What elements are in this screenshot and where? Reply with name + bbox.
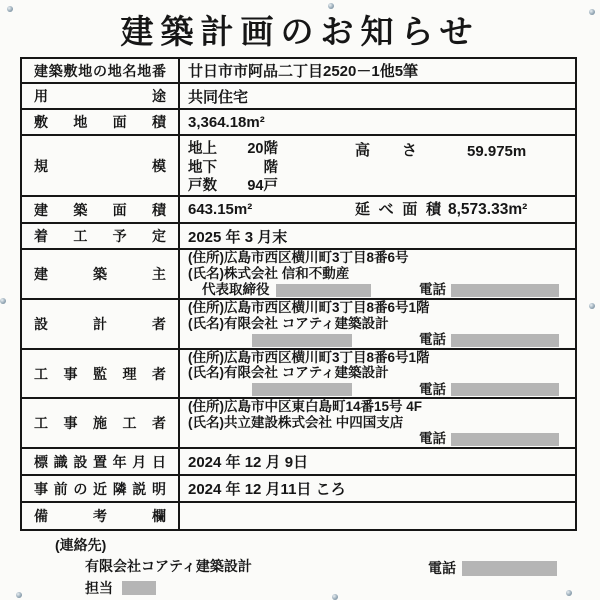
screw-icon bbox=[332, 594, 338, 600]
total-floor-area-label: 延 べ 面 積 bbox=[355, 200, 441, 218]
floors-below-value: 階 bbox=[263, 159, 278, 176]
table-row bbox=[22, 136, 575, 197]
screw-icon bbox=[589, 9, 595, 15]
screw-icon bbox=[328, 3, 334, 9]
floors-below-label: 地下 bbox=[188, 159, 217, 176]
screw-icon bbox=[589, 303, 595, 309]
floors-above-label: 地上 bbox=[188, 141, 217, 157]
height-value: 59.975m bbox=[467, 143, 527, 160]
table-row bbox=[22, 476, 575, 503]
designer-name: (氏名)有限会社 コアティ建築設計 bbox=[188, 315, 389, 331]
notice-table bbox=[20, 57, 577, 531]
row-label: 建 築 敷 地 の 地 名 地 番 bbox=[34, 62, 166, 79]
table-row bbox=[22, 250, 575, 300]
row-label: 備 考 欄 bbox=[34, 508, 166, 524]
screw-icon bbox=[0, 298, 6, 304]
page-title: 建築計画のお知らせ bbox=[120, 13, 480, 50]
table-row bbox=[22, 399, 575, 449]
neighbor-notice-value: 2024 年 12 月11日 ころ bbox=[188, 481, 346, 498]
table-row bbox=[22, 197, 575, 224]
table-row bbox=[22, 350, 575, 399]
table-row bbox=[22, 300, 575, 350]
table-row bbox=[22, 503, 575, 529]
redacted-phone-number bbox=[462, 561, 557, 576]
sign-installed-value: 2024 年 12 月 9日 bbox=[188, 454, 309, 471]
redacted-representative-name bbox=[276, 284, 371, 297]
redacted-phone-number bbox=[451, 334, 559, 347]
row-label: 建 築 面 積 bbox=[34, 201, 166, 218]
owner-address: (住所)広島市西区横川町3丁目8番6号 bbox=[188, 250, 409, 266]
row-label: 建 築 主 bbox=[34, 266, 166, 282]
building-area-value: 643.15m² bbox=[188, 201, 253, 218]
row-label: 規 模 bbox=[34, 157, 166, 174]
phone-label: 電話 bbox=[419, 381, 446, 397]
contractor-name: (氏名)共立建設株式会社 中四国支店 bbox=[188, 414, 404, 430]
table-row bbox=[22, 110, 575, 136]
contact-company: 有限会社コアティ建築設計 bbox=[85, 558, 252, 574]
row-label: 敷 地 面 積 bbox=[34, 114, 166, 130]
redacted-person-name bbox=[252, 334, 352, 347]
designer-address: (住所)広島市西区横川町3丁目8番6号1階 bbox=[188, 300, 430, 316]
row-label: 用 途 bbox=[34, 88, 166, 104]
supervisor-name: (氏名)有限会社 コアティ建築設計 bbox=[188, 365, 389, 381]
construction-start-value: 2025 年 3 月末 bbox=[188, 228, 288, 246]
contact-person-label: 担当 bbox=[85, 580, 113, 596]
contact-block bbox=[0, 537, 600, 598]
owner-name: (氏名)株式会社 信和不動産 bbox=[188, 265, 350, 281]
redacted-phone-number bbox=[451, 284, 559, 297]
screw-icon bbox=[16, 592, 22, 598]
site-area-value: 3,364.18m² bbox=[188, 113, 265, 131]
row-label: 設 計 者 bbox=[34, 316, 166, 332]
row-label: 着 工 予 定 bbox=[34, 228, 166, 244]
row-label: 標 識 設 置 年 月 日 bbox=[34, 453, 166, 470]
use-value: 共同住宅 bbox=[188, 88, 249, 106]
height-label: 高 さ bbox=[355, 142, 417, 159]
row-label: 工 事 監 理 者 bbox=[34, 365, 166, 382]
phone-label: 電話 bbox=[428, 560, 456, 576]
redacted-phone-number bbox=[451, 433, 559, 446]
screw-icon bbox=[566, 590, 572, 596]
row-label: 事 前 の 近 隣 説 明 bbox=[34, 480, 166, 497]
phone-label: 電話 bbox=[419, 282, 446, 298]
table-row bbox=[22, 84, 575, 110]
units-label: 戸数 bbox=[188, 178, 217, 194]
table-row bbox=[22, 449, 575, 476]
supervisor-address: (住所)広島市西区横川町3丁目8番6号1階 bbox=[188, 349, 430, 365]
redacted-person-name bbox=[122, 581, 156, 595]
site-address-value: 廿日市市阿品二丁目2520－1他5筆 bbox=[188, 63, 419, 80]
representative-label: 代表取締役 bbox=[202, 282, 270, 298]
phone-label: 電話 bbox=[419, 332, 446, 348]
row-label: 工 事 施 工 者 bbox=[34, 415, 166, 431]
total-floor-area-value: 8,573.33m² bbox=[448, 200, 528, 218]
contact-heading: (連絡先) bbox=[55, 537, 107, 553]
contractor-address: (住所)広島市中区東白島町14番15号 4F bbox=[188, 399, 423, 415]
table-row bbox=[22, 59, 575, 84]
redacted-phone-number bbox=[451, 383, 559, 396]
phone-label: 電話 bbox=[419, 431, 446, 447]
screw-icon bbox=[7, 6, 13, 12]
redacted-person-name bbox=[252, 383, 352, 396]
units-value: 94戸 bbox=[247, 178, 278, 194]
floors-above-value: 20階 bbox=[247, 141, 278, 157]
table-row bbox=[22, 224, 575, 250]
